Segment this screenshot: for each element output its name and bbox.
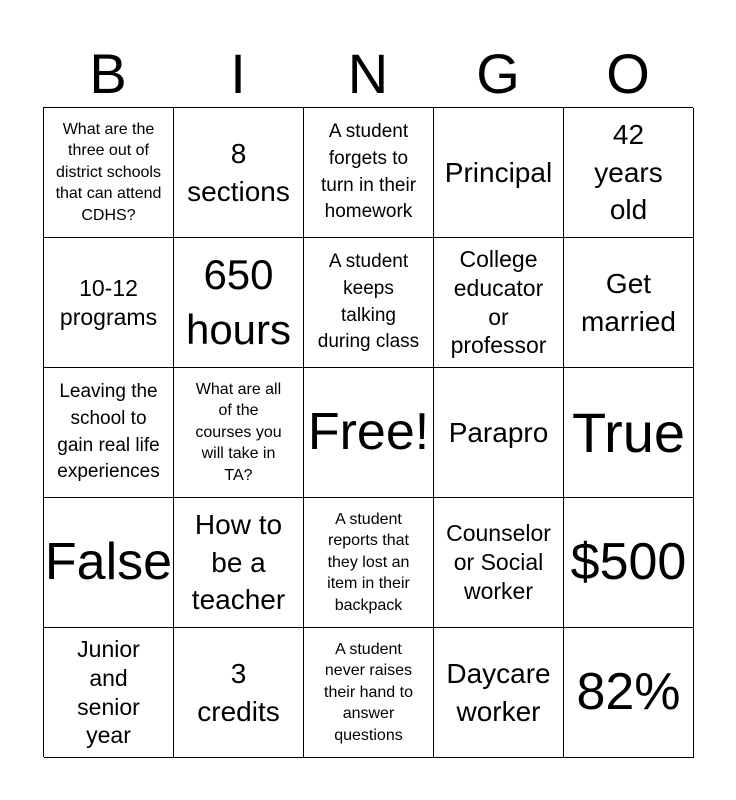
bingo-cell-r2-c1[interactable]: 10-12 programs	[44, 238, 174, 368]
header-letter-n: N	[347, 42, 389, 105]
bingo-card-grid	[43, 107, 693, 757]
bingo-cell-r1-c2[interactable]: 8 sections	[174, 108, 304, 238]
bingo-cell-r5-c3[interactable]: A student never raises their hand to answer questions	[304, 628, 434, 758]
bingo-header	[43, 40, 693, 108]
bingo-cell-r4-c3[interactable]: A student reports that they lost an item in their backpack	[304, 498, 434, 628]
bingo-cell-r1-c4[interactable]: Principal	[434, 108, 564, 238]
header-letter-i: I	[230, 42, 246, 105]
bingo-cell-r5-c5[interactable]: 82%	[564, 628, 694, 758]
bingo-cell-r4-c5[interactable]: $500	[564, 498, 694, 628]
bingo-cell-r5-c4[interactable]: Daycare worker	[434, 628, 564, 758]
bingo-cell-r1-c3[interactable]: A student forgets to turn in their homework	[304, 108, 434, 238]
bingo-cell-r2-c4[interactable]: College educator or professor	[434, 238, 564, 368]
header-letter-g: G	[476, 42, 520, 105]
bingo-cell-r4-c2[interactable]: How to be a teacher	[174, 498, 304, 628]
bingo-cell-r4-c4[interactable]: Counselor or Social worker	[434, 498, 564, 628]
bingo-cell-r3-c2[interactable]: What are all of the courses you will take in TA?	[174, 368, 304, 498]
bingo-cell-r5-c2[interactable]: 3 credits	[174, 628, 304, 758]
header-letter-o: O	[606, 42, 650, 105]
bingo-cell-r2-c3[interactable]: A student keeps talking during class	[304, 238, 434, 368]
bingo-cell-r3-c4[interactable]: Parapro	[434, 368, 564, 498]
header-letter-b: B	[89, 42, 127, 105]
bingo-cell-r4-c1[interactable]: False	[44, 498, 174, 628]
bingo-cell-r1-c1[interactable]: What are the three out of district schools that can attend CDHS?	[44, 108, 174, 238]
bingo-cell-r3-c1[interactable]: Leaving the school to gain real life experiences	[44, 368, 174, 498]
bingo-cell-r2-c2[interactable]: 650 hours	[174, 238, 304, 368]
bingo-cell-r3-c5[interactable]: True	[564, 368, 694, 498]
bingo-cell-r5-c1[interactable]: Junior and senior year	[44, 628, 174, 758]
bingo-cell-r1-c5[interactable]: 42 years old	[564, 108, 694, 238]
bingo-cell-r2-c5[interactable]: Get married	[564, 238, 694, 368]
bingo-cell-r3-c3[interactable]: Free!	[304, 368, 434, 498]
